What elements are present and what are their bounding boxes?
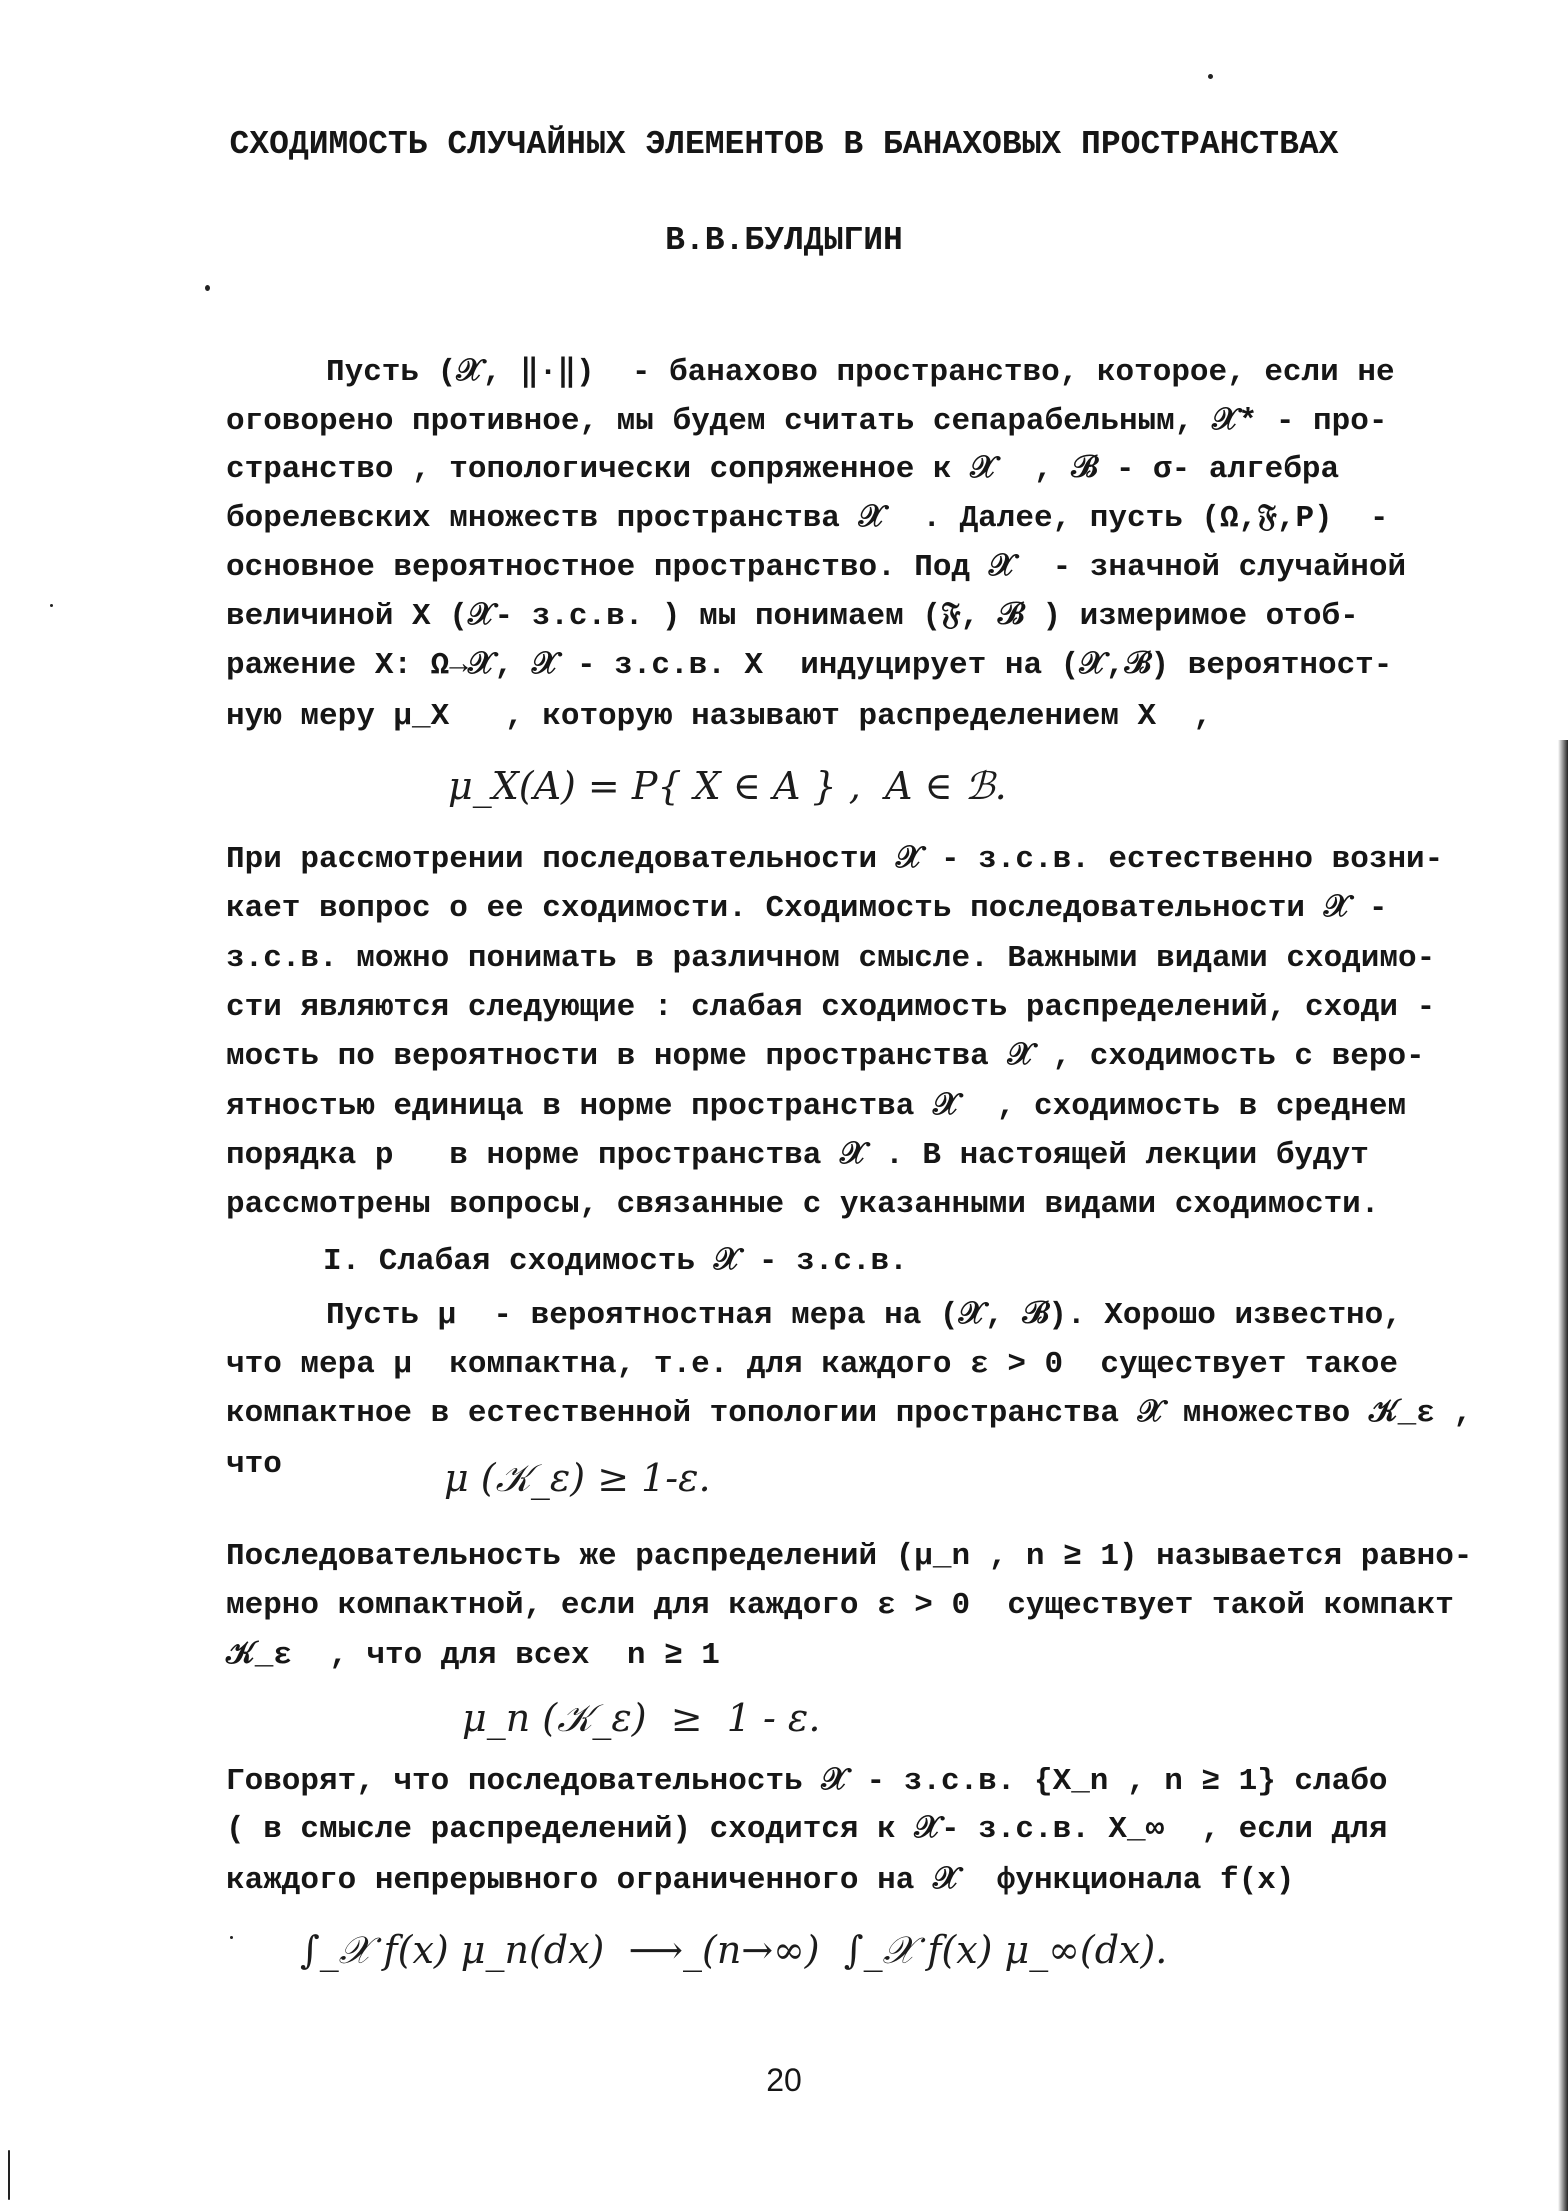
paragraph-4-line-3: 𝒦_ε , что для всех n ≥ 1 [226,1638,720,1673]
scan-edge-shadow [1558,740,1568,2211]
paragraph-1-line-5: основное вероятностное пространство. Под 𝒳 - значной случайной [226,550,1407,585]
paragraph-5-line-2: ( в смысле распределений) сходится к 𝒳- з.с.в. X_∞ , если для [226,1812,1388,1847]
scan-mark [8,2150,10,2200]
paragraph-4-line-2: мерно компактной, если для каждого ε > 0 существует такой компакт [226,1588,1454,1623]
paragraph-3-line-1: Пусть μ - вероятностная мера на (𝒳, ℬ). Хорошо известно, [326,1298,1402,1333]
formula-distribution: μ_X(A) = P{ X ∈ A } , A ∈ ℬ. [448,764,1007,808]
paragraph-2-line-3: з.с.в. можно понимать в различном смысле. Важными видами сходимо- [226,941,1436,976]
paragraph-1-line-8: ную меру μ_X , которую называют распределением X , [226,699,1212,734]
paragraph-3-line-2: что мера μ компактна, т.е. для каждого ε > 0 существует такое [226,1347,1398,1382]
paragraph-3-line-4: что [226,1447,282,1482]
paper-author: В.В.БУЛДЫГИН [665,222,903,259]
paragraph-1-line-7: ражение X: Ω→𝒳, 𝒳 - з.с.в. X индуцирует на (𝒳,ℬ) вероятност- [226,648,1393,683]
paragraph-4-line-1: Последовательность же распределений (μ_n , n ≥ 1) называется равно- [226,1539,1473,1574]
paragraph-1-line-2: оговорено противное, мы будем считать сепарабельным, 𝒳* - про- [226,404,1388,439]
paragraph-1-line-6: величиной X (𝒳- з.с.в. ) мы понимаем (𝔉, ℬ ) измеримое отоб- [226,599,1359,634]
paper-title: СХОДИМОСТЬ СЛУЧАЙНЫХ ЭЛЕМЕНТОВ В БАНАХОВЫХ ПРОСТРАНСТВАХ [229,126,1339,163]
page-number: 20 [766,2062,802,2098]
paragraph-1-line-4: борелевских множеств пространства 𝒳 . Далее, пусть (Ω,𝔉,P) - [226,501,1389,536]
section-heading: I. Слабая сходимость 𝒳 - з.с.в. [323,1244,908,1279]
formula-compact-measure: μ (𝒦_ε) ≥ 1-ε. [444,1456,711,1500]
paragraph-1-line-1: Пусть (𝒳, ‖·‖) - банахово пространство, которое, если не [326,355,1395,390]
paragraph-3-line-3: компактное в естественной топологии пространства 𝒳 множество 𝒦_ε , [226,1396,1473,1431]
paragraph-1-line-3: странство , топологически сопряженное к 𝒳 , ℬ - σ- алгебра [226,452,1340,487]
scan-speck [205,285,210,291]
paragraph-2-line-6: ятностью единица в норме пространства 𝒳 , сходимость в среднем [226,1089,1407,1124]
paragraph-5-line-3: каждого непрерывного ограниченного на 𝒳 функционала f(x) [226,1863,1295,1898]
paragraph-2-line-7: порядка p в норме пространства 𝒳 . В настоящей лекции будут [226,1138,1369,1173]
paragraph-2-line-1: При рассмотрении последовательности 𝒳 - з.с.в. естественно возни- [226,842,1444,877]
paragraph-5-line-1: Говорят, что последовательность 𝒳 - з.с.в. {X_n , n ≥ 1} слабо [226,1764,1388,1799]
scan-speck [1208,74,1213,79]
paragraph-2-line-5: мость по вероятности в норме пространства 𝒳 , сходимость с веро- [226,1039,1425,1074]
formula-uniform-compact: μ_n (𝒦_ε) ≥ 1 - ε. [462,1696,821,1740]
paragraph-2-line-4: сти являются следующие : слабая сходимость распределений, сходи - [226,990,1436,1025]
paragraph-2-line-2: кает вопрос о ее сходимости. Сходимость последовательности 𝒳 - [226,891,1388,926]
paragraph-2-line-8: рассмотрены вопросы, связанные с указанными видами сходимости. [226,1187,1380,1222]
formula-weak-convergence: ∫_𝒳 f(x) μ_n(dx) ⟶_(n→∞) ∫_𝒳 f(x) μ_∞(dx). [300,1928,1168,1972]
scan-speck [50,604,53,607]
scan-speck [230,1936,233,1939]
